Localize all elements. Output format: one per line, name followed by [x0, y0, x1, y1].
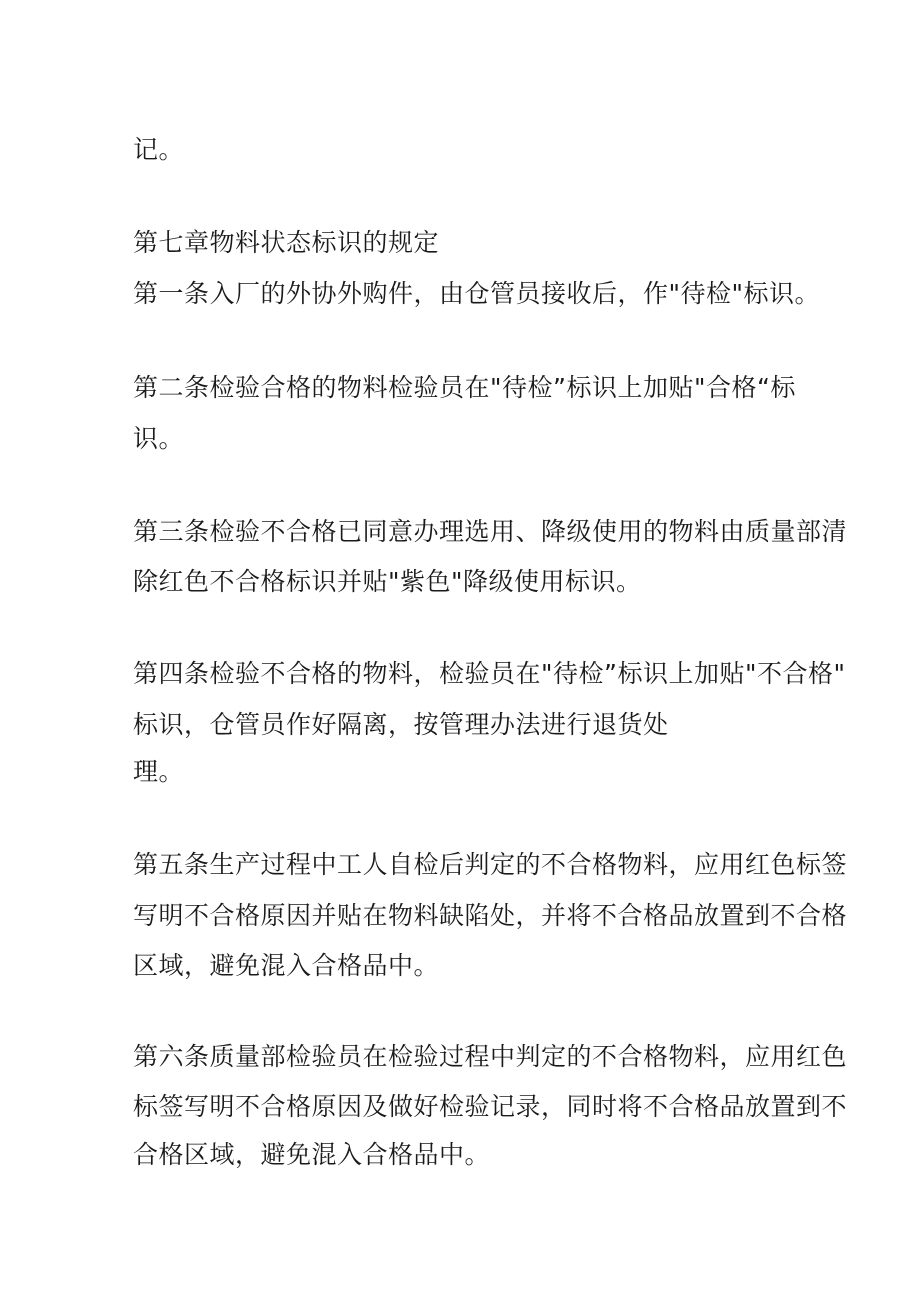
article-6-line-3: 合格区域，避免混入合格品中。: [133, 1140, 491, 1169]
article-6-line-2: 标签写明不合格原因及做好检验记录，同时将不合格品放置到不: [133, 1092, 848, 1121]
article-5-line-2: 写明不合格原因并贴在物料缺陷处，并将不合格品放置到不合格: [133, 901, 848, 930]
continuation-text: 记。: [133, 135, 185, 164]
article-1-line-1: 第一条入厂的外协外购件，由仓管员接收后，作"待检"标识。: [133, 279, 821, 308]
article-4-line-3: 理。: [133, 757, 185, 786]
article-3-line-1: 第三条检验不合格已同意办理选用、降级使用的物料由质量部清: [133, 517, 848, 546]
article-2-line-1: 第二条检验合格的物料检验员在"待检”标识上加贴"合格“标: [133, 373, 796, 402]
article-3-line-2: 除红色不合格标识并贴"紫色"降级使用标识。: [133, 567, 642, 596]
article-6-line-1: 第六条质量部检验员在检验过程中判定的不合格物料，应用红色: [133, 1042, 848, 1071]
article-4-line-2: 标识，仓管员作好隔离，按管理办法进行退货处: [133, 710, 669, 739]
chapter-title: 第七章物料状态标识的规定: [133, 228, 440, 257]
article-4-line-1: 第四条检验不合格的物料，检验员在"待检”标识上加贴"不合格": [133, 659, 846, 688]
article-2-line-2: 识。: [133, 424, 185, 453]
article-5-line-1: 第五条生产过程中工人自检后判定的不合格物料，应用红色标签: [133, 850, 848, 879]
article-5-line-3: 区域，避免混入合格品中。: [133, 951, 440, 980]
